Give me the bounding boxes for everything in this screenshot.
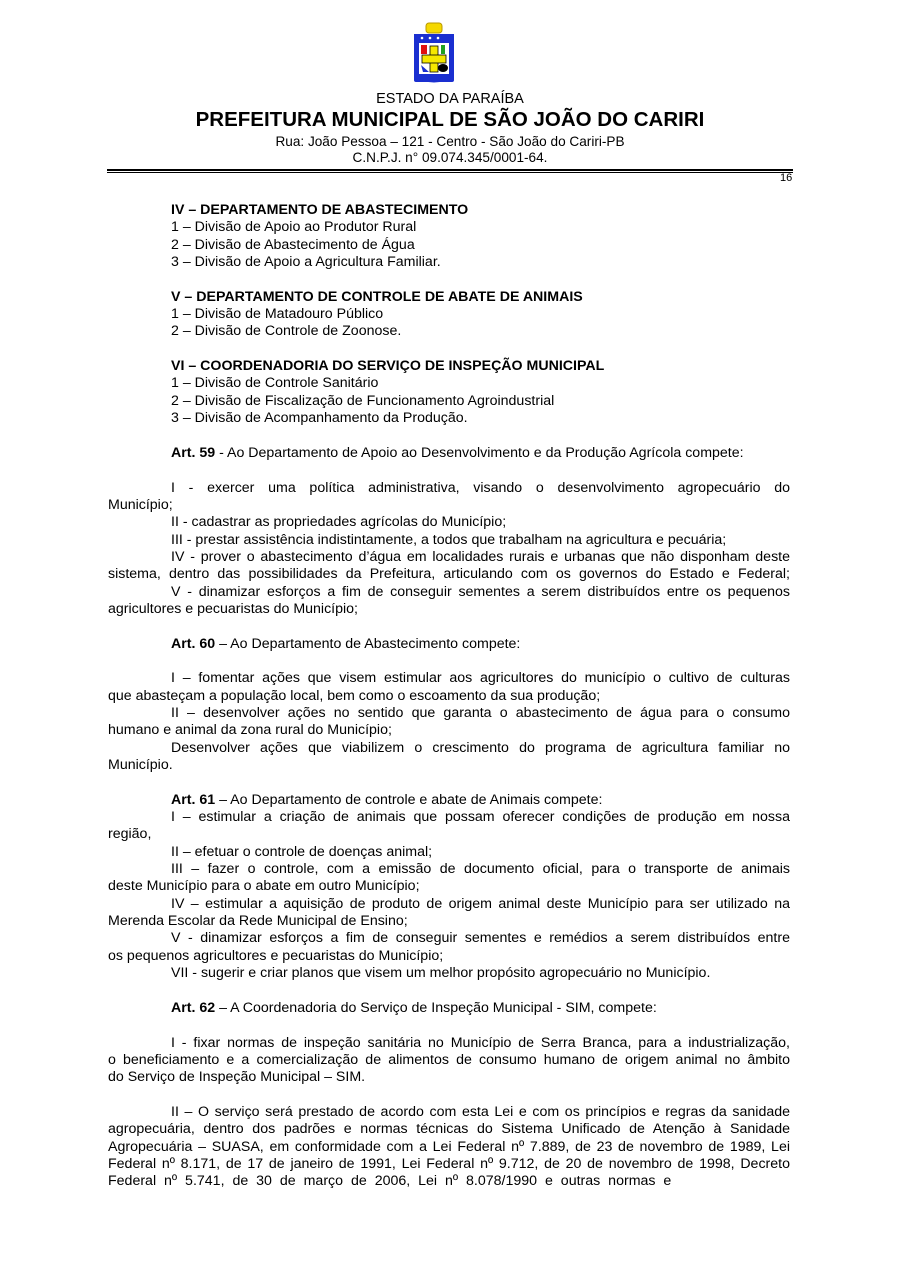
line-text: – Ao Departamento de Abastecimento compete: bbox=[215, 635, 521, 652]
text-line bbox=[108, 722, 790, 739]
line-text: – A Coordenadoria do Serviço de Inspeção Municipal - SIM, compete: bbox=[215, 999, 657, 1016]
blank-line bbox=[108, 271, 790, 288]
text-line bbox=[108, 1156, 790, 1173]
page-number: 16 bbox=[780, 172, 793, 184]
line-text: 3 – Divisão de Acompanhamento da Produção. bbox=[171, 410, 468, 427]
text-line bbox=[108, 1052, 790, 1069]
line-text: 3 – Divisão de Apoio a Agricultura Familiar. bbox=[171, 254, 441, 271]
text-line bbox=[108, 480, 790, 497]
line-text: 1 – Divisão de Apoio ao Produtor Rural bbox=[171, 219, 417, 236]
line-text: IV – estimular a aquisição de produto de origem animal deste Município para ser utilizado na bbox=[171, 895, 790, 912]
line-text: I - exercer uma política administrativa, visando o desenvolvimento agropecuário do bbox=[171, 479, 790, 496]
text-line bbox=[108, 705, 790, 722]
text-line bbox=[108, 965, 790, 982]
line-text: do Serviço de Inspeção Municipal – SIM. bbox=[108, 1069, 366, 1086]
text-line bbox=[108, 1104, 790, 1121]
line-text: II – desenvolver ações no sentido que garanta o abastecimento de água para o consumo bbox=[171, 704, 790, 721]
text-line bbox=[108, 410, 790, 427]
line-text: Município; bbox=[108, 496, 173, 513]
line-text: VII - sugerir e criar planos que visem um melhor propósito agropecuário no Município. bbox=[171, 965, 711, 982]
blank-line bbox=[108, 774, 790, 791]
text-line bbox=[108, 688, 790, 705]
text-line bbox=[108, 549, 790, 566]
text-line bbox=[108, 861, 790, 878]
line-text: que abasteçam a população local, bem como o escoamento da sua produção; bbox=[108, 687, 601, 704]
text-line bbox=[108, 670, 790, 687]
section-heading-line bbox=[108, 636, 790, 653]
text-line bbox=[108, 393, 790, 410]
section-heading-line bbox=[108, 445, 790, 462]
line-text: Agropecuária – SUASA, em conformidade com a Lei Federal nº 7.889, de 23 de novembro de 1989, Lei bbox=[108, 1138, 790, 1155]
line-text: 2 – Divisão de Fiscalização de Funcionamento Agroindustrial bbox=[171, 392, 555, 409]
line-text: 1 – Divisão de Controle Sanitário bbox=[171, 375, 379, 392]
text-line bbox=[108, 306, 790, 323]
text-line bbox=[108, 532, 790, 549]
line-text: 1 – Divisão de Matadouro Público bbox=[171, 306, 384, 323]
text-line bbox=[108, 826, 790, 843]
line-text: V - dinamizar esforços a fim de conseguir sementes a serem distribuídos entre os pequenos bbox=[171, 583, 790, 600]
text-line bbox=[108, 375, 790, 392]
line-text: 2 – Divisão de Controle de Zoonose. bbox=[171, 323, 402, 340]
header-divider bbox=[107, 169, 793, 171]
section-heading-line bbox=[108, 1000, 790, 1017]
line-text: os pequenos agricultores e pecuaristas do Município; bbox=[108, 947, 444, 964]
line-text: deste Município para o abate em outro Município; bbox=[108, 878, 420, 895]
blank-line bbox=[108, 1017, 790, 1034]
section-heading-line bbox=[108, 289, 790, 306]
blank-line bbox=[108, 982, 790, 999]
line-text: I – fomentar ações que visem estimular aos agricultores do município o cultivo de culturas bbox=[171, 670, 790, 687]
line-text: agropecuária, dentro dos padrões e normas técnicas do Sistema Unificado de Atenção à Sanidade bbox=[108, 1121, 790, 1138]
line-text: I - fixar normas de inspeção sanitária no Município de Serra Branca, para a industrialização, bbox=[171, 1034, 790, 1051]
line-text: I – estimular a criação de animais que possam oferecer condições de produção em nossa bbox=[171, 809, 790, 826]
text-line bbox=[108, 514, 790, 531]
line-text: o beneficiamento e a comercialização de alimentos de consumo humano de origem animal no âmbito bbox=[108, 1051, 790, 1068]
blank-line bbox=[108, 653, 790, 670]
line-text: II - cadastrar as propriedades agrícolas do Município; bbox=[171, 514, 507, 531]
text-line bbox=[108, 844, 790, 861]
text-line bbox=[108, 497, 790, 514]
text-line bbox=[108, 1121, 790, 1138]
document-body bbox=[108, 202, 790, 1191]
text-line bbox=[108, 948, 790, 965]
text-line bbox=[108, 809, 790, 826]
text-line bbox=[108, 878, 790, 895]
line-text: humano e animal da zona rural do Município; bbox=[108, 722, 392, 739]
bold-label: Art. 61 bbox=[171, 791, 216, 808]
section-heading-line bbox=[108, 202, 790, 219]
line-text: Federal nº 5.741, de 30 de março de 2006, Lei nº 8.078/1990 e outras normas e bbox=[108, 1173, 672, 1190]
state-name: ESTADO DA PARAÍBA bbox=[376, 91, 524, 107]
text-line bbox=[108, 757, 790, 774]
text-line bbox=[108, 1139, 790, 1156]
section-heading-line bbox=[108, 358, 790, 375]
text-line bbox=[108, 896, 790, 913]
line-text: agricultores e pecuaristas do Município; bbox=[108, 600, 358, 617]
line-text: III – fazer o controle, com a emissão de documento oficial, para o transporte de animais bbox=[171, 861, 790, 878]
address: Rua: João Pessoa – 121 - Centro - São João do Cariri-PB bbox=[275, 134, 625, 149]
text-line bbox=[108, 584, 790, 601]
blank-line bbox=[108, 462, 790, 479]
line-text: Desenvolver ações que viabilizem o crescimento do programa de agricultura familiar no bbox=[171, 739, 790, 756]
text-line bbox=[108, 323, 790, 340]
line-text: II – O serviço será prestado de acordo com esta Lei e com os princípios e regras da sanidade bbox=[171, 1103, 790, 1120]
text-line bbox=[108, 566, 790, 583]
blank-line bbox=[108, 341, 790, 358]
text-line bbox=[108, 1035, 790, 1052]
text-line bbox=[108, 237, 790, 254]
cnpj: C.N.P.J. n° 09.074.345/0001-64. bbox=[352, 150, 548, 165]
text-line bbox=[108, 1069, 790, 1086]
line-text: V - dinamizar esforços a fim de conseguir sementes e remédios a serem distribuídos entre bbox=[171, 930, 790, 947]
bold-label: V – DEPARTAMENTO DE CONTROLE DE ABATE DE ANIMAIS bbox=[171, 288, 583, 305]
line-text: Merenda Escolar da Rede Municipal de Ensino; bbox=[108, 913, 408, 930]
line-text: II – efetuar o controle de doenças animal; bbox=[171, 843, 433, 860]
bold-label: Art. 59 bbox=[171, 444, 216, 461]
line-text: Município. bbox=[108, 757, 173, 773]
municipal-coat-of-arms-logo bbox=[410, 22, 458, 88]
header-divider-thin bbox=[107, 172, 793, 173]
text-line bbox=[108, 1173, 790, 1190]
line-text: IV - prover o abastecimento d’água em localidades rurais e urbanas que não disponham deste bbox=[171, 548, 790, 565]
line-text: – Ao Departamento de controle e abate de Animais compete: bbox=[215, 791, 603, 808]
text-line bbox=[108, 740, 790, 757]
blank-line bbox=[108, 618, 790, 635]
bold-label: Art. 60 bbox=[171, 635, 216, 652]
municipality-title: PREFEITURA MUNICIPAL DE SÃO JOÃO DO CARIRI bbox=[195, 108, 705, 131]
bold-label: IV – DEPARTAMENTO DE ABASTECIMENTO bbox=[171, 202, 469, 218]
line-text: sistema, dentro das possibilidades da Prefeitura, articulando com os governos do Estado e Federal; bbox=[108, 566, 790, 583]
section-heading-line bbox=[108, 792, 790, 809]
text-line bbox=[108, 254, 790, 271]
text-line bbox=[108, 930, 790, 947]
line-text: III - prestar assistência indistintamente, a todos que trabalham na agricultura e pecuária; bbox=[171, 531, 727, 548]
line-text: - Ao Departamento de Apoio ao Desenvolvimento e da Produção Agrícola compete: bbox=[215, 444, 744, 461]
line-text: 2 – Divisão de Abastecimento de Água bbox=[171, 236, 415, 253]
text-line bbox=[108, 913, 790, 930]
line-text: região, bbox=[108, 826, 152, 843]
blank-line bbox=[108, 427, 790, 444]
bold-label: VI – COORDENADORIA DO SERVIÇO DE INSPEÇÃO MUNICIPAL bbox=[171, 358, 605, 375]
text-line bbox=[108, 601, 790, 618]
line-text: Federal nº 8.171, de 17 de janeiro de 1991, Lei Federal nº 9.712, de 20 de novembro de 1998, Decreto bbox=[108, 1155, 790, 1172]
blank-line bbox=[108, 1087, 790, 1104]
bold-label: Art. 62 bbox=[171, 999, 216, 1016]
text-line bbox=[108, 219, 790, 236]
